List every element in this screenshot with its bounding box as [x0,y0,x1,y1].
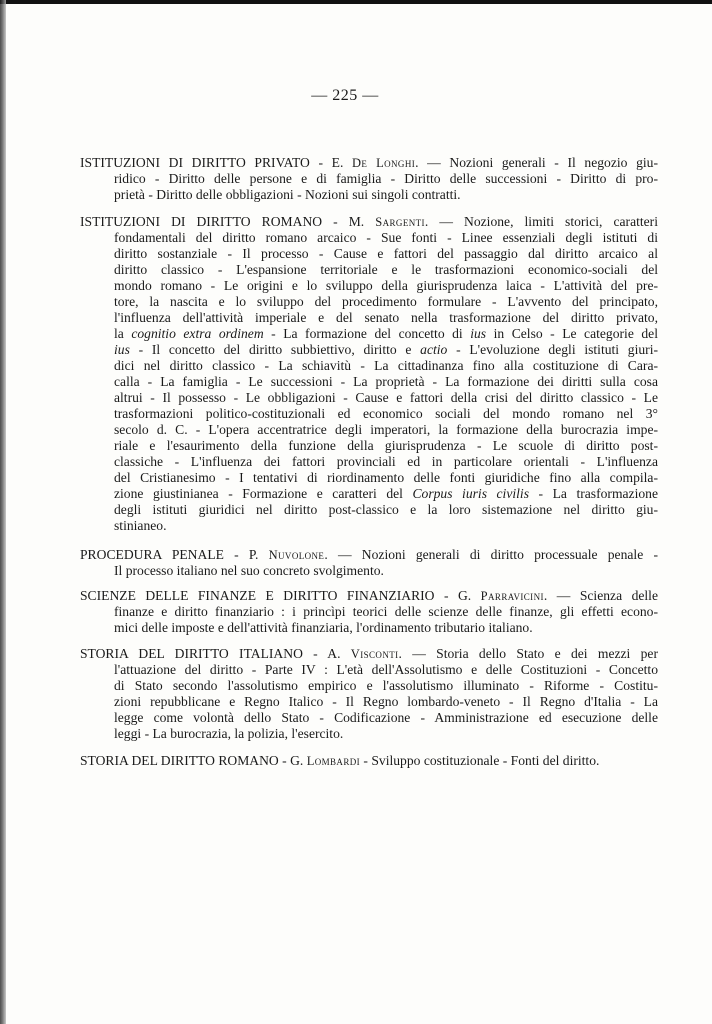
text-segment: di Stato secondo l'assolutismo empirico e l'assolutismo illuminato - Riforme - Costitu- [114,678,658,693]
text-segment: finanze e diritto finanziario : i princìpi teorici delle scienze delle finanze, gli effetti econo- [114,604,658,619]
text-segment: STORIA DEL DIRITTO ROMANO - G. [80,753,307,768]
text-segment: tore, la nascita e lo sviluppo del procedimento formulare - L'avvento del principato, [114,294,658,309]
text-segment: leggi - La burocrazia, la polizia, l'esercito. [114,726,344,741]
course-heading-line [80,547,658,563]
text-segment: SCIENZE DELLE FINANZE E DIRITTO FINANZIARIO - G. [80,588,481,603]
course-text-line [114,358,658,374]
course-entry [80,155,658,203]
text-segment: PROCEDURA PENALE - P. [80,547,269,562]
text-segment: - Il concetto del diritto subbiettivo, diritto e [129,342,421,357]
italic-term: cognitio extra ordinem [131,326,264,341]
text-segment: - La trasformazione [529,486,658,501]
course-entry [80,753,658,769]
text-segment: prietà - Diritto delle obbligazioni - Nozioni sui singoli contratti. [114,187,461,202]
course-text-line [114,278,658,294]
text-segment: legge come volontà dello Stato - Codificazione - Amministrazione ed esecuzione delle [114,710,658,725]
course-text-line [114,342,658,358]
course-text-line [114,470,658,486]
text-segment: - L'evoluzione degli istituti giuri- [447,342,658,357]
course-text-line [114,326,658,342]
italic-term: ius [470,326,487,341]
text-segment: . — Scienza delle [543,588,658,603]
text-segment: del Cristianesimo - I tentativi di riordinamento delle fonti giuridiche fino alla compila- [114,470,658,485]
text-segment: ISTITUZIONI DI DIRITTO ROMANO - M. [80,214,376,229]
course-text-line [114,620,658,636]
text-segment: ridico - Diritto delle persone e di famiglia - Diritto delle successioni - Diritto di pro- [114,171,658,186]
course-heading-line [80,155,658,171]
text-segment: - Sviluppo costituzionale - Fonti del diritto. [360,753,600,768]
course-text-line [114,486,658,502]
text-segment: calla - La famiglia - Le successioni - La proprietà - La formazione dei diritti sulla cosa [114,374,658,389]
text-segment: . — Nozioni generali di diritto processuale penale - [324,547,658,562]
italic-term: Corpus iuris civilis [412,486,529,501]
text-segment: STORIA DEL DIRITTO ITALIANO - A. [80,646,351,661]
course-text-line [114,294,658,310]
course-text-line [114,406,658,422]
text-segment: . — Nozione, limiti storici, caratteri [424,214,658,229]
text-segment: degli istituti giuridici nel diritto post-classico e la loro sistemazione nel diritto giu- [114,502,658,517]
text-segment: Il processo italiano nel suo concreto svolgimento. [114,563,384,578]
course-text-line [114,694,658,710]
text-segment: la [114,326,132,341]
course-text-line [114,171,658,187]
text-segment: mondo romano - Le origini e lo sviluppo della giurisprudenza laica - L'attività del pre- [114,278,658,293]
course-heading-line [80,646,658,662]
course-entry [80,214,658,534]
course-text-line [114,726,658,742]
course-text-line [114,374,658,390]
text-segment: l'attuazione del diritto - Parte IV : L'età dell'Assolutismo e delle Costituzioni - Concetto [114,662,658,677]
text-segment: stinianeo. [114,518,167,533]
author-name: De Longhi [352,156,416,170]
text-segment: zione giustinianea - Formazione e caratteri del [114,486,413,501]
course-text-line [114,563,658,579]
text-segment: ISTITUZIONI DI DIRITTO PRIVATO - E. [80,155,352,170]
text-segment: - La formazione del concetto di [263,326,471,341]
course-text-line [114,454,658,470]
text-segment: l'influenza dell'attività imperiale e del senato nella trasformazione del diritto privato, [114,310,658,325]
text-segment: zioni repubblicane e Regno Italico - Il Regno lombardo-veneto - Il Regno d'Italia - La [114,694,658,709]
course-heading-line [80,588,658,604]
course-text-line [114,662,658,678]
course-text-line [114,422,658,438]
course-text-line [114,310,658,326]
text-segment: diritto classico - L'espansione territoriale e le trasformazioni economico-sociali del [114,262,658,277]
course-heading-line [80,753,658,769]
course-heading-line [80,214,658,230]
author-name: Lombardi [306,754,361,768]
text-segment: fondamentali del diritto romano arcaico - Sue fonti - Linee essenziali degli istituti di [114,230,658,245]
text-segment: secolo d. C. - L'opera accentratrice degli imperatori, la formazione della burocrazia impe- [114,422,658,437]
course-entry [80,588,658,636]
text-segment: riale e l'esaurimento della funzione della giurisprudenza - Le scuole di diritto post- [114,438,658,453]
course-text-line [114,518,658,534]
course-text-line [114,502,658,518]
page-number: — 225 — [311,87,379,104]
text-segment: trasformazioni politico-costituzionali ed economico sociali del mondo romano nel 3° [114,406,658,421]
author-name: Visconti [350,647,399,661]
course-text-line [114,390,658,406]
italic-term: actio [420,342,448,357]
text-segment: dici nel diritto classico - La schiavitù - La cittadinanza fino alla costituzione di Cara- [114,358,658,373]
course-entry [80,646,658,742]
course-text-line [114,604,658,620]
course-entry [80,547,658,579]
course-text-line [114,230,658,246]
author-name: Nuvolone [268,548,325,562]
course-text-line [114,262,658,278]
course-text-line [114,438,658,454]
text-segment: diritto sostanziale - Il processo - Cause e fattori del passaggio dal diritto arcaico al [114,246,658,261]
author-name: Sargenti [375,215,425,229]
course-text-line [114,678,658,694]
course-text-line [114,187,658,203]
scan-top-edge [0,0,712,4]
course-text-line [114,246,658,262]
text-segment: in Celso - Le categorie del [486,326,658,341]
author-name: Parravicini [480,589,544,603]
text-segment: mici delle imposte e dell'attività finanziaria, l'ordinamento tributario italiano. [114,620,533,635]
text-segment: altrui - Il possesso - Le obbligazioni - Cause e fattori della crisi del diritto classico - Le [114,390,658,405]
scan-left-edge [0,0,6,1024]
course-text-line [114,710,658,726]
text-segment: . — Storia dello Stato e dei mezzi per [398,646,658,661]
text-segment: classiche - L'influenza dei fattori provinciali ed in particolare orientali - L'influenza [114,454,658,469]
italic-term: ius [114,342,130,357]
text-segment: . — Nozioni generali - Il negozio giu- [415,155,658,170]
